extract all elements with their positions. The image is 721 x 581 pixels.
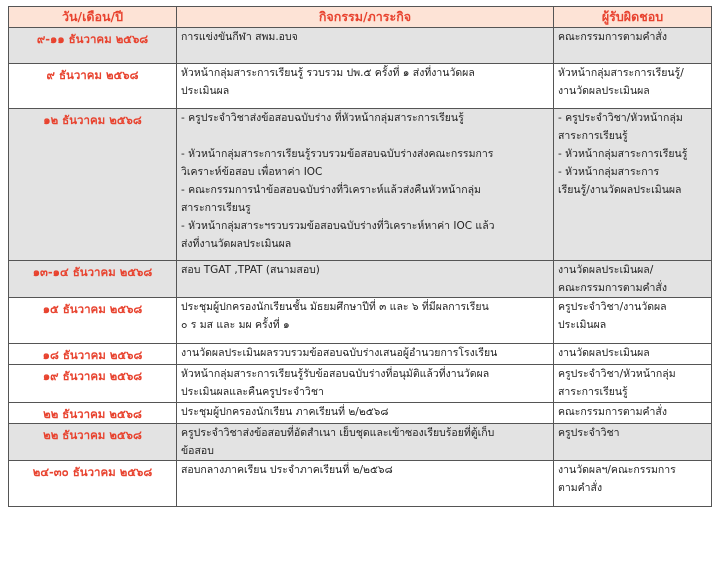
responsible-line: ครูประจำวิชา — [558, 427, 620, 439]
row-activity — [177, 461, 554, 507]
responsible-line: คณะกรรมการตามคำสั่ง — [558, 31, 667, 43]
row-activity — [177, 424, 554, 461]
row-date: ๒๔-๓๐ ธันวาคม ๒๕๖๘ — [9, 461, 177, 507]
activity-line: สอบกลางภาคเรียน ประจำภาคเรียนที่ ๒/๒๕๖๘ — [181, 464, 393, 476]
schedule-table — [8, 6, 712, 507]
row-responsible — [554, 365, 712, 403]
row-responsible — [554, 261, 712, 298]
table-row — [9, 461, 712, 507]
row-activity — [177, 28, 554, 64]
responsible-line: เรียนรู้/งานวัดผลประเมินผล — [558, 184, 682, 196]
row-activity — [177, 344, 554, 365]
row-date: ๑๘ ธันวาคม ๒๕๖๘ — [9, 344, 177, 365]
row-activity — [177, 109, 554, 261]
activity-line: ๐ ร มส และ มผ ครั้งที่ ๑ — [181, 319, 290, 331]
responsible-line: - ครูประจำวิชา/หัวหน้ากลุ่ม — [558, 112, 683, 124]
table-row — [9, 64, 712, 109]
table-row — [9, 28, 712, 64]
header-responsible: ผู้รับผิดชอบ — [554, 7, 712, 28]
row-date: ๑๕ ธันวาคม ๒๕๖๘ — [9, 298, 177, 344]
row-responsible — [554, 109, 712, 261]
row-responsible — [554, 64, 712, 109]
row-date: ๑๙ ธันวาคม ๒๕๖๘ — [9, 365, 177, 403]
activity-line: - หัวหน้ากลุ่มสาระฯรวบรวมข้อสอบฉบับร่างที่วิเคราะห์หาค่า IOC แล้ว — [181, 220, 495, 232]
activity-line: วิเคราะห์ข้อสอบ เพื่อหาค่า IOC — [181, 166, 323, 178]
row-responsible — [554, 344, 712, 365]
row-responsible — [554, 298, 712, 344]
activity-line: - ครูประจำวิชาส่งข้อสอบฉบับร่าง ที่หัวหน้ากลุ่มสาระการเรียนรู้ — [181, 112, 464, 124]
table-row — [9, 298, 712, 344]
responsible-line: สาระการเรียนรู้ — [558, 386, 628, 398]
table-row — [9, 424, 712, 461]
activity-line: การแข่งขันกีฬา สพม.อบจ — [181, 31, 298, 43]
row-date: ๙-๑๑ ธันวาคม ๒๕๖๘ — [9, 28, 177, 64]
row-activity — [177, 64, 554, 109]
row-activity — [177, 365, 554, 403]
table-row — [9, 344, 712, 365]
responsible-line: หัวหน้ากลุ่มสาระการเรียนรู้/ — [558, 67, 684, 79]
activity-line: ครูประจำวิชาส่งข้อสอบที่อัดสำเนา เย็บชุดและเข้าซองเรียบร้อยที่ตู้เก็บ — [181, 427, 495, 439]
row-activity — [177, 261, 554, 298]
responsible-line: ครูประจำวิชา/งานวัดผล — [558, 301, 667, 313]
table-row — [9, 109, 712, 261]
responsible-line: ประเมินผล — [558, 319, 607, 331]
responsible-line: งานวัดผลประเมินผล — [558, 85, 650, 97]
responsible-line: งานวัดผลประเมินผล/ — [558, 264, 654, 276]
responsible-line: คณะกรรมการตามคำสั่ง — [558, 282, 667, 294]
activity-line: ประเมินผลและคืนครูประจำวิชา — [181, 386, 324, 398]
row-activity — [177, 403, 554, 424]
row-activity — [177, 298, 554, 344]
responsible-line: งานวัดผลประเมินผล — [558, 347, 650, 359]
activity-line: ประชุมผู้ปกครองนักเรียน ภาคเรียนที่ ๒/๒๕๖๘ — [181, 406, 389, 418]
row-responsible — [554, 424, 712, 461]
table-row — [9, 403, 712, 424]
row-date: ๒๒ ธันวาคม ๒๕๖๘ — [9, 424, 177, 461]
activity-line: สาระการเรียนรู — [181, 202, 251, 214]
activity-line: - หัวหน้ากลุ่มสาระการเรียนรู้รวบรวมข้อสอบฉบับร่างส่งคณะกรรมการ — [181, 148, 494, 160]
activity-line: ส่งที่งานวัดผลประเมินผล — [181, 238, 292, 250]
activity-line: ข้อสอบ — [181, 445, 214, 457]
row-responsible — [554, 403, 712, 424]
activity-line: ประเมินผล — [181, 85, 230, 97]
row-date: ๙ ธันวาคม ๒๕๖๘ — [9, 64, 177, 109]
responsible-line: ตามคำสั่ง — [558, 482, 603, 494]
row-responsible — [554, 28, 712, 64]
activity-line: สอบ TGAT ,TPAT (สนามสอบ) — [181, 264, 320, 276]
table-row — [9, 365, 712, 403]
activity-line: ประชุมผู้ปกครองนักเรียนชั้น มัธยมศึกษาปีที่ ๓ และ ๖ ที่มีผลการเรียน — [181, 301, 489, 313]
activity-line: - คณะกรรมการนำข้อสอบฉบับร่างที่วิเคราะห์แล้วส่งคืนหัวหน้ากลุ่ม — [181, 184, 481, 196]
responsible-line: งานวัดผลฯ/คณะกรรมการ — [558, 464, 676, 476]
row-responsible — [554, 461, 712, 507]
responsible-line: สาระการเรียนรู้ — [558, 130, 628, 142]
responsible-line: - หัวหน้ากลุ่มสาระการ — [558, 166, 660, 178]
header-row — [9, 7, 712, 28]
table-row — [9, 261, 712, 298]
activity-line — [181, 127, 549, 145]
header-activity: กิจกรรม/ภาระกิจ — [177, 7, 554, 28]
activity-line: หัวหน้ากลุ่มสาระการเรียนรู้รับข้อสอบฉบับร่างที่อนุมัติแล้วที่งานวัดผล — [181, 368, 490, 380]
responsible-line: คณะกรรมการตามคำสั่ง — [558, 406, 667, 418]
row-date: ๑๒ ธันวาคม ๒๕๖๘ — [9, 109, 177, 261]
activity-line: งานวัดผลประเมินผลรวบรวมข้อสอบฉบับร่างเสนอผู้อำนวยการโรงเรียน — [181, 347, 498, 359]
schedule-body — [9, 28, 712, 507]
row-date: ๑๓-๑๔ ธันวาคม ๒๕๖๘ — [9, 261, 177, 298]
activity-line: หัวหน้ากลุ่มสาระการเรียนรู้ รวบรวม ปพ.๕ ครั้งที่ ๑ ส่งที่งานวัดผล — [181, 67, 475, 79]
responsible-line: ครูประจำวิชา/หัวหน้ากลุ่ม — [558, 368, 676, 380]
row-date: ๒๒ ธันวาคม ๒๕๖๘ — [9, 403, 177, 424]
responsible-line: - หัวหน้ากลุ่มสาระการเรียนรู้ — [558, 148, 688, 160]
schedule-container — [8, 6, 711, 507]
header-date: วัน/เดือน/ปี — [9, 7, 177, 28]
